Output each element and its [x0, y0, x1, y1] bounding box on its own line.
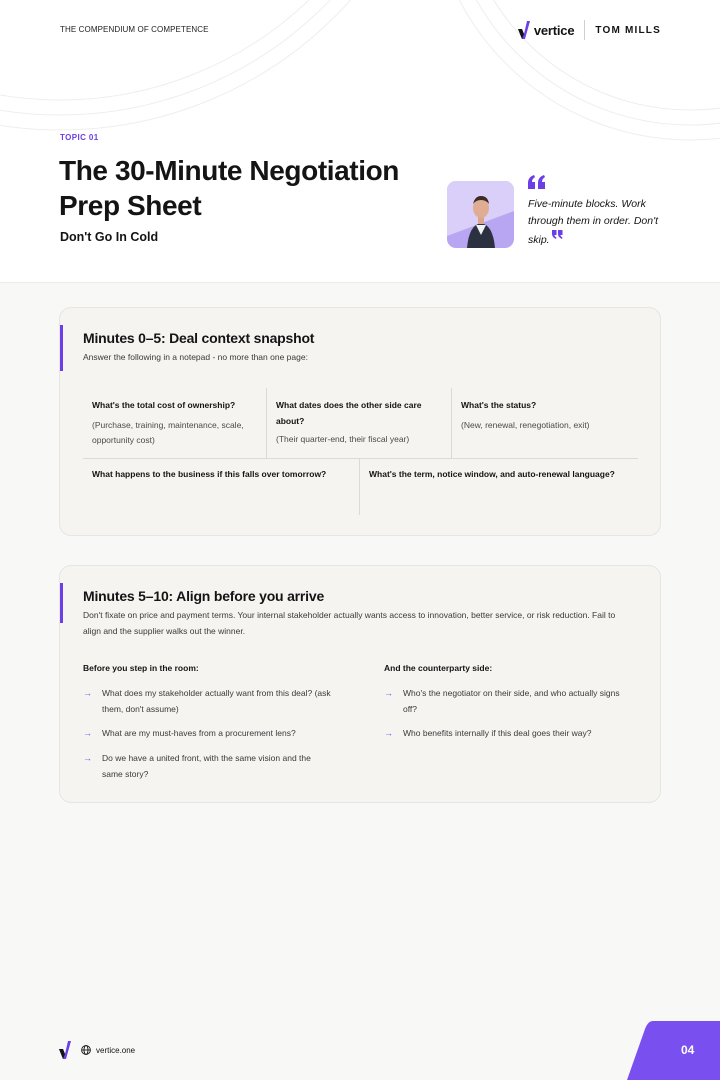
page-number: 04 — [681, 1043, 695, 1057]
page-header-area — [0, 0, 720, 283]
section-accent-bar — [60, 325, 63, 371]
arrow-right-icon: → — [384, 728, 393, 738]
question-text: What dates does the other side care about? — [276, 400, 422, 426]
brand-divider — [584, 20, 585, 40]
vertice-check-icon — [59, 1041, 71, 1059]
grid-divider — [83, 458, 638, 459]
author-photo — [447, 181, 514, 248]
question-hint: (New, renewal, renegotiation, exit) — [461, 420, 590, 430]
list-item — [83, 725, 333, 741]
vertice-check-icon — [518, 21, 530, 39]
brand-name: vertice — [533, 22, 575, 38]
section-title: Minutes 0–5: Deal context snapshot — [83, 330, 315, 346]
list-item — [83, 750, 333, 782]
quote-close-icon — [552, 230, 563, 239]
list-item — [384, 685, 634, 717]
page-subtitle: Don't Go In Cold — [60, 230, 159, 244]
question-cell — [92, 397, 252, 448]
question-cell — [276, 397, 441, 447]
section-title: Minutes 5–10: Align before you arrive — [83, 588, 325, 604]
question-text: What's the status? — [461, 400, 537, 410]
question-text: What's the term, notice window, and auto-renewal language? — [369, 469, 615, 479]
question-text: What's the total cost of ownership? — [92, 400, 236, 410]
page-title: The 30-Minute Negotiation Prep Sheet — [59, 155, 400, 221]
question-cell — [92, 466, 352, 482]
section-intro: Don't fixate on price and payment terms. Your internal stakeholder actually wants access to innovation, better service, or risk reduction. Fail to align and the supplier walks out the winner. — [83, 610, 616, 636]
topic-label: TOPIC 01 — [60, 133, 99, 142]
pull-quote-text: Five-minute blocks. Work through them in order. Don't skip. — [528, 198, 659, 246]
list-item-text: Who benefits internally if this deal goes their way? — [403, 728, 592, 738]
author-name: TOM MILLS — [595, 24, 661, 36]
grid-divider — [359, 458, 360, 515]
list-item-text: Who's the negotiator on their side, and who actually signs off? — [403, 688, 620, 714]
question-hint: (Purchase, training, maintenance, scale, opportunity cost) — [92, 420, 244, 445]
compendium-label: THE COMPENDIUM OF COMPETENCE — [60, 25, 209, 34]
arrow-right-icon: → — [83, 753, 92, 763]
column-heading: And the counterparty side: — [384, 663, 493, 673]
question-text: What happens to the business if this falls over tomorrow? — [92, 469, 327, 479]
list-item-text: Do we have a united front, with the same vision and the same story? — [102, 753, 311, 779]
grid-divider — [451, 388, 452, 458]
question-cell — [461, 397, 631, 433]
section-intro: Answer the following in a notepad - no more than one page: — [83, 352, 308, 362]
question-cell — [369, 466, 619, 482]
list-item-text: What does my stakeholder actually want from this deal? (ask them, don't assume) — [102, 688, 331, 714]
arrow-right-icon: → — [83, 688, 92, 698]
list-item-text: What are my must-haves from a procurement lens? — [102, 728, 296, 738]
section-deal-context — [59, 307, 661, 536]
website-link[interactable]: vertice.one — [96, 1046, 136, 1055]
brand-lockup — [518, 20, 661, 40]
page-number-badge — [627, 1021, 720, 1080]
list-item — [83, 685, 333, 717]
pull-quote — [528, 196, 668, 249]
question-hint: (Their quarter-end, their fiscal year) — [276, 434, 410, 444]
globe-icon — [81, 1045, 91, 1055]
section-accent-bar — [60, 583, 63, 623]
quote-open-icon — [528, 175, 546, 189]
column-heading: Before you step in the room: — [83, 663, 199, 673]
grid-divider — [266, 388, 267, 458]
section-align — [59, 565, 661, 803]
arrow-right-icon: → — [83, 728, 92, 738]
arrow-right-icon: → — [384, 688, 393, 698]
list-item — [384, 725, 634, 741]
